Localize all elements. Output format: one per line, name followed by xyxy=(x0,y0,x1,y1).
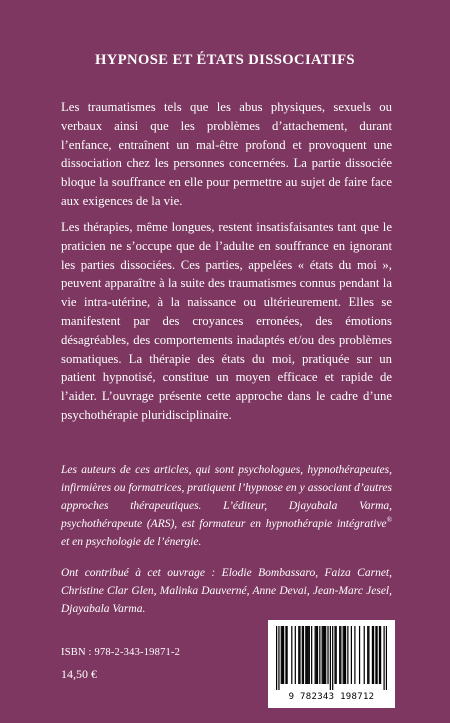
barcode-bar xyxy=(379,626,380,684)
barcode-bar xyxy=(278,626,279,690)
barcode-bar xyxy=(285,626,286,684)
barcode-bar xyxy=(344,626,345,684)
barcode-bar xyxy=(332,626,333,690)
barcode-bar xyxy=(327,626,328,684)
barcode-bar xyxy=(330,626,331,690)
barcode-bar xyxy=(276,626,277,690)
barcode-bar xyxy=(324,626,325,684)
barcode-bar xyxy=(305,626,306,684)
barcode-bar xyxy=(302,626,303,684)
paragraph-text: Les traumatismes tels que les abus physiques, sexuels ou verbaux ainsi que les problèmes d’attachement, durant l’enfance, entraînent un mal-être profond et provoquent une dissociation chez les personnes concernées. La partie dissociée bloque la souffrance en elle pour permettre au sujet de faire face aux exigences de la vie. xyxy=(61,100,392,208)
description-paragraph-1 xyxy=(61,98,392,211)
barcode-bar xyxy=(281,626,282,684)
barcode-bar xyxy=(343,626,344,684)
barcode-bar xyxy=(380,626,381,684)
barcode-bar xyxy=(322,626,323,684)
contributors-note xyxy=(61,564,392,618)
barcode-bar xyxy=(367,626,368,684)
barcode-bars xyxy=(276,626,387,690)
isbn: ISBN : 978-2-343-19871-2 xyxy=(61,647,181,658)
barcode-bar xyxy=(299,626,300,684)
barcode-bar xyxy=(319,626,320,684)
barcode-bar xyxy=(351,626,352,684)
barcode-bar xyxy=(336,626,337,684)
barcode-number: 9 782343 198712 xyxy=(288,692,375,702)
barcode xyxy=(268,620,395,708)
barcode-bar xyxy=(334,626,335,684)
registered-mark: ® xyxy=(386,516,392,525)
barcode-bar xyxy=(311,626,312,684)
barcode-bar xyxy=(298,626,299,684)
barcode-bar xyxy=(308,626,309,684)
contributors-text: Ont contribué à cet ouvrage : Elodie Bombassaro, Faiza Carnet, Christine Clar Glen, Malinka Dauverné, Anne Devai, Jean-Marc Jesel, Djayabala Varma. xyxy=(61,567,392,616)
barcode-bar xyxy=(282,626,283,684)
barcode-bar xyxy=(325,626,326,684)
barcode-bar xyxy=(295,626,296,684)
barcode-bar xyxy=(306,626,307,684)
barcode-bar xyxy=(373,626,374,684)
barcode-bar xyxy=(315,626,316,684)
authors-note-text: Les auteurs de ces articles, qui sont psychologues, hypnothérapeutes, infirmières ou formatrices, pratiquent l’hypnose en y associant d’autres approches thérapeutiques. L’éditeur, Djayabala Varma, psychothérapeute (ARS), est formateur en hypnothérapie intégrative xyxy=(61,464,392,531)
barcode-bar xyxy=(316,626,317,684)
description-paragraph-2 xyxy=(61,218,392,425)
authors-note xyxy=(61,461,392,551)
barcode-bar xyxy=(386,626,387,690)
barcode-bar xyxy=(340,626,341,684)
authors-note-text-end: et en psychologie de l’énergie. xyxy=(61,536,202,549)
barcode-bar xyxy=(339,626,340,684)
barcode-bar xyxy=(317,626,318,684)
barcode-bar xyxy=(368,626,369,684)
barcode-bar xyxy=(383,626,384,690)
price: 14,50 € xyxy=(61,667,97,681)
barcode-bar xyxy=(347,626,348,684)
barcode-bar xyxy=(309,626,310,684)
barcode-bar xyxy=(303,626,304,684)
barcode-bar xyxy=(287,626,288,684)
book-title: HYPNOSE ET ÉTATS DISSOCIATIFS xyxy=(95,52,355,68)
barcode-bar xyxy=(354,626,355,684)
barcode-bar xyxy=(291,626,292,684)
barcode-bar xyxy=(375,626,376,684)
barcode-bar xyxy=(364,626,365,684)
barcode-bar xyxy=(372,626,373,684)
barcode-bar xyxy=(376,626,377,684)
paragraph-text: Les thérapies, même longues, restent insatisfaisantes tant que le praticien ne s’occupe que de l’adulte en souffrance en ignorant les parties dissociées. Ces parties, appelées « états du moi », peuvent apparaître à la suite des traumatismes connus pendant la vie intra-utérine, à la naissance ou ultérieurement. Elles se manifestent par des croyances erronées, des émotions désagréables, des comportements inadaptés et/ou des problèmes somatiques. La thérapie des états du moi, pratiquée sur un patient hypnotisé, constitue un moyen efficace et rapide de l’aider. L’ouvrage présente cette approche dans le cadre d’une psychothérapie pluridisciplinaire. xyxy=(61,220,392,422)
barcode-bar xyxy=(345,626,346,684)
barcode-bar xyxy=(359,626,360,684)
barcode-bar xyxy=(323,626,324,684)
barcode-bar xyxy=(283,626,284,684)
